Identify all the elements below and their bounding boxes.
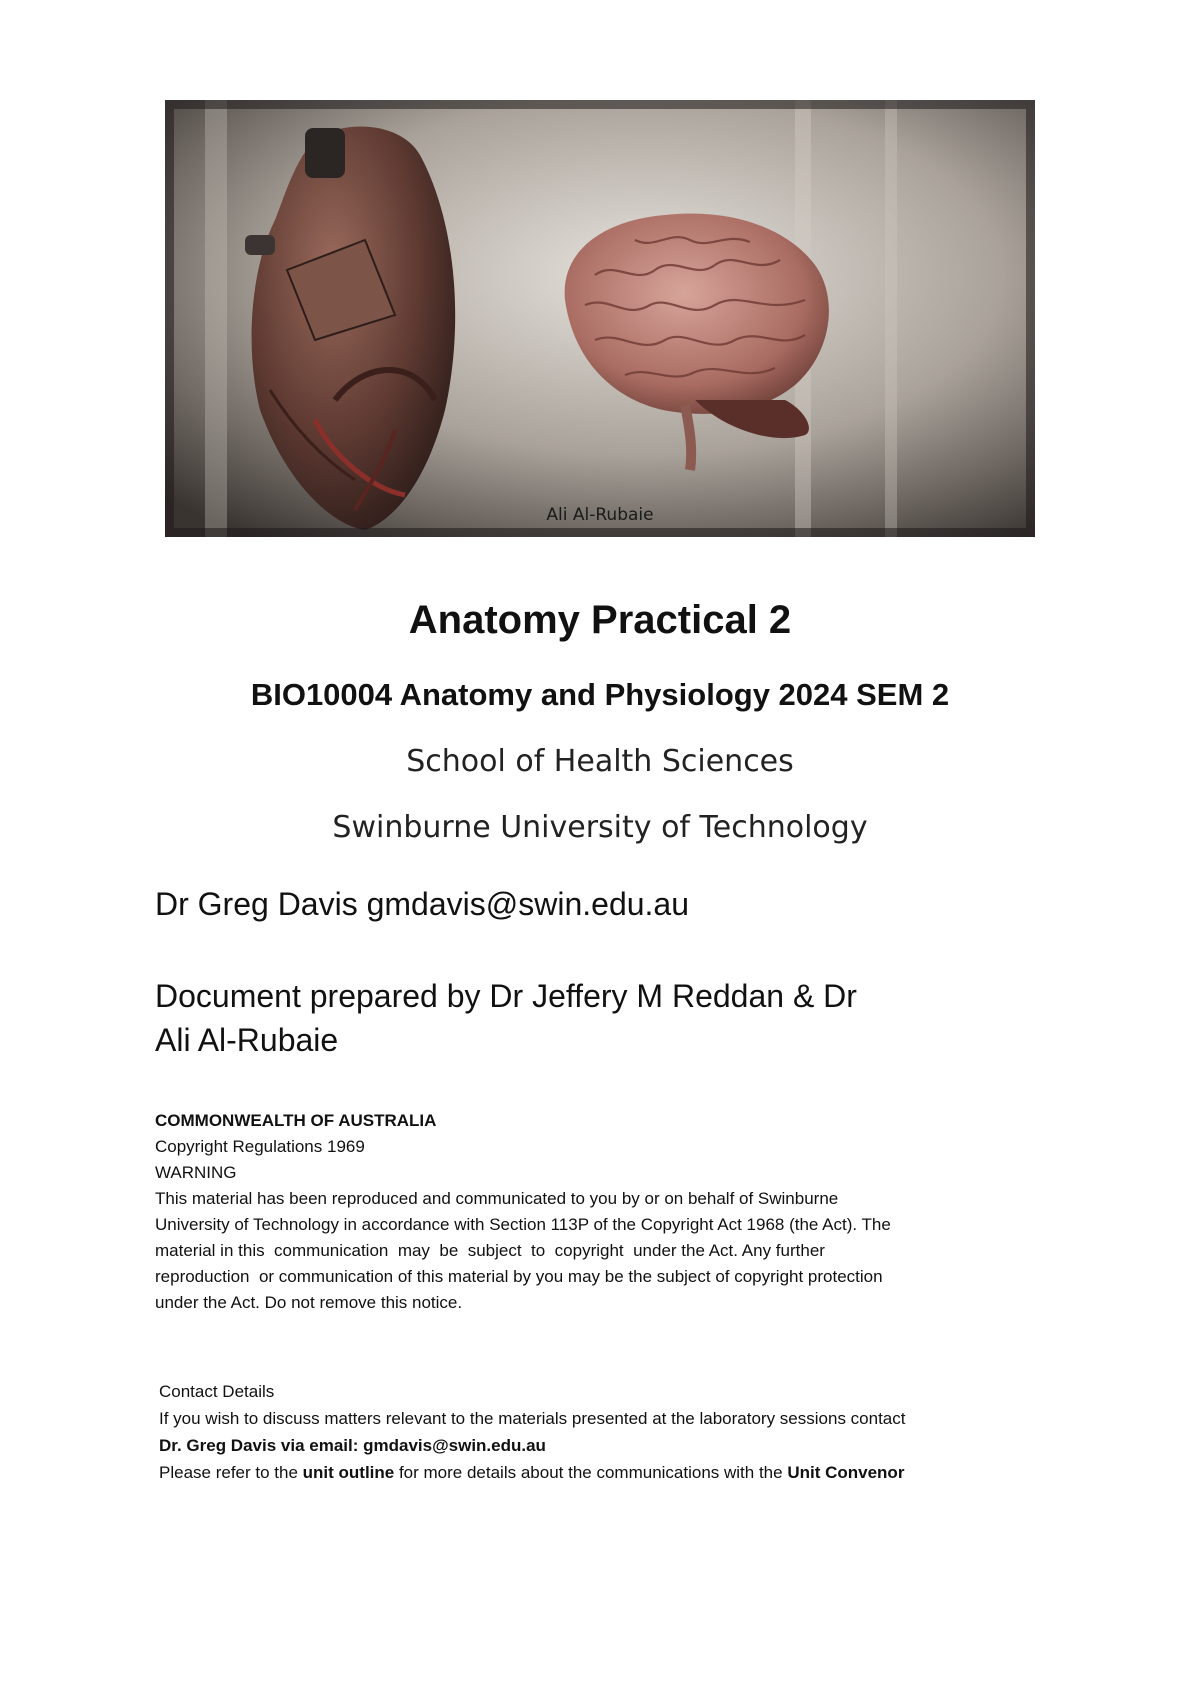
course-name: BIO10004 Anatomy and Physiology 2024 SEM 2 bbox=[250, 677, 950, 712]
prepared-by-line-1: Document prepared by Dr Jeffery M Reddan & Dr bbox=[155, 978, 857, 1014]
contact-email-line: Dr. Greg Davis via email: gmdavis@swin.edu.au bbox=[159, 1436, 546, 1455]
university-name: Swinburne University of Technology bbox=[332, 810, 868, 845]
contact-heading: Contact Details bbox=[159, 1382, 275, 1401]
cover-caption: Ali Al-Rubaie bbox=[546, 505, 654, 525]
copyright-line: material in this communication may be subject to copyright under the Act. Any further bbox=[155, 1241, 825, 1260]
copyright-line: University of Technology in accordance with Section 113P of the Copyright Act 1968 (the Act). The bbox=[155, 1215, 891, 1234]
unit-outline-text: unit outline bbox=[302, 1463, 395, 1482]
prepared-by bbox=[155, 974, 1055, 1062]
refer-prefix: Please refer to the bbox=[159, 1463, 303, 1482]
staff-contact-line: Dr Greg Davis gmdavis@swin.edu.au bbox=[155, 886, 690, 922]
copyright-warning: WARNING bbox=[155, 1163, 237, 1182]
copyright-notice bbox=[155, 1108, 1035, 1316]
contact-details bbox=[159, 1378, 1059, 1486]
copyright-line: This material has been reproduced and communicated to you by or on behalf of Swinburne bbox=[155, 1189, 839, 1208]
copyright-regulations: Copyright Regulations 1969 bbox=[155, 1137, 365, 1156]
copyright-line: reproduction or communication of this material by you may be the subject of copyright protection bbox=[155, 1267, 883, 1286]
unit-convenor-text: Unit Convenor bbox=[787, 1463, 905, 1482]
copyright-heading: COMMONWEALTH OF AUSTRALIA bbox=[155, 1111, 437, 1130]
contact-refer-line bbox=[159, 1459, 1059, 1486]
cover-image bbox=[165, 100, 1035, 537]
refer-middle: for more details about the communications with the bbox=[394, 1463, 788, 1482]
contact-intro: If you wish to discuss matters relevant to the materials presented at the laboratory sessions contact bbox=[159, 1409, 906, 1428]
heart-brain-illustration bbox=[165, 100, 1035, 537]
school-name: School of Health Sciences bbox=[406, 744, 794, 779]
document-title: Anatomy Practical 2 bbox=[408, 598, 792, 642]
copyright-line: under the Act. Do not remove this notice. bbox=[155, 1293, 463, 1312]
prepared-by-line-2: Ali Al-Rubaie bbox=[155, 1022, 339, 1058]
